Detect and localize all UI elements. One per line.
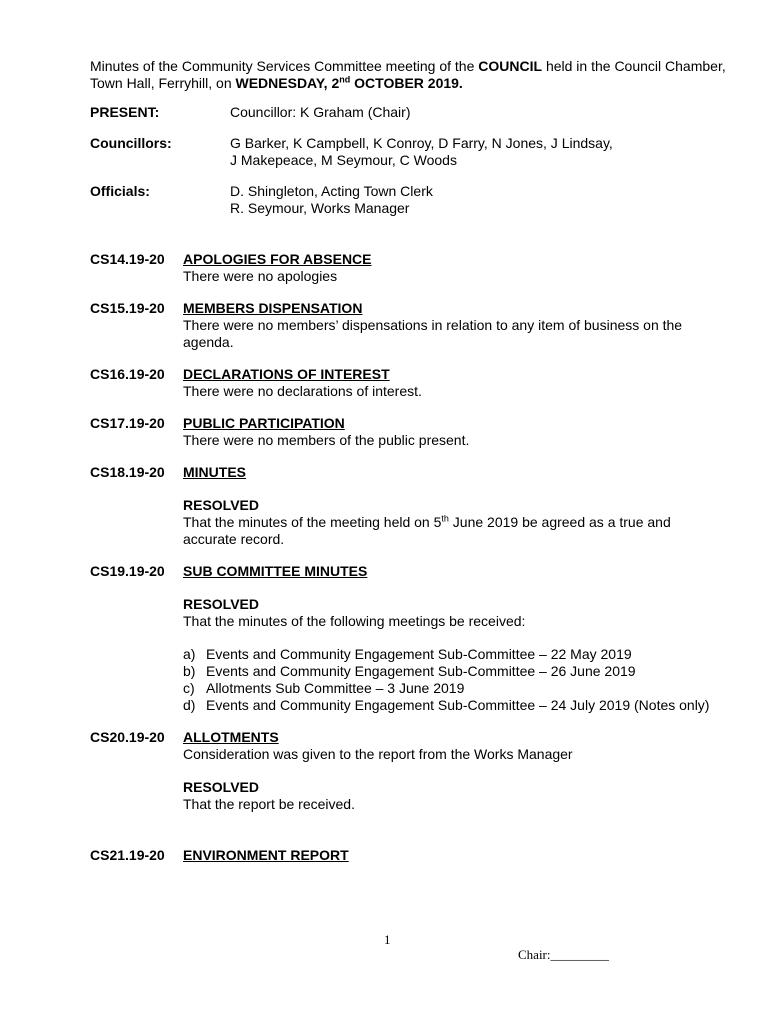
councillors-row	[90, 135, 740, 169]
item-code: CS16.19-20	[90, 366, 165, 382]
item-code: CS21.19-20	[90, 847, 165, 863]
item-code: CS15.19-20	[90, 300, 165, 316]
item-body	[183, 464, 740, 548]
date-suffix: nd	[339, 74, 351, 85]
officials-line: D. Shingleton, Acting Town Clerk	[230, 183, 433, 199]
present-line: Councillor: K Graham (Chair)	[230, 104, 411, 120]
minutes-page	[90, 58, 740, 879]
item-text: That the minutes of the following meetings be received:	[183, 613, 526, 629]
item-body	[183, 300, 740, 351]
councillors-line: J Makepeace, M Seymour, C Woods	[230, 152, 457, 168]
list-marker: c)	[183, 680, 195, 696]
officials-value	[230, 183, 740, 217]
councillors-line: G Barker, K Campbell, K Conroy, D Farry, N Jones, J Lindsay,	[230, 135, 613, 151]
item-text: There were no declarations of interest.	[183, 383, 422, 399]
present-row	[90, 104, 740, 121]
list-marker: b)	[183, 663, 196, 679]
meeting-date	[236, 75, 463, 91]
agenda-item-cs16	[90, 366, 740, 400]
agenda-item-cs18	[90, 464, 740, 548]
agenda-item-cs14	[90, 251, 740, 285]
item-heading: SUB COMMITTEE MINUTES	[183, 563, 368, 579]
officials-label: Officials:	[90, 183, 150, 199]
item-body	[183, 415, 740, 449]
councillors-label: Councillors:	[90, 135, 172, 151]
agenda-item-cs17	[90, 415, 740, 449]
item-body	[183, 729, 740, 813]
item-code: CS19.19-20	[90, 563, 165, 579]
officials-line: R. Seymour, Works Manager	[230, 200, 410, 216]
intro-text-2: held in the Council Chamber, Town Hall, Ferryhill, on	[90, 58, 726, 91]
item-code: CS18.19-20	[90, 464, 165, 480]
agenda-item-cs20	[90, 729, 740, 813]
item-text-part: June 2019 be agreed as a true and accurate record.	[183, 514, 671, 547]
item-text-part: That the minutes of the meeting held on 5	[183, 514, 442, 530]
list-text: Events and Community Engagement Sub-Committee – 24 July 2019 (Notes only)	[206, 697, 710, 713]
date-suffix: th	[441, 513, 449, 524]
meetings-list	[183, 646, 740, 714]
agenda-item-cs19	[90, 563, 740, 714]
item-heading: PUBLIC PARTICIPATION	[183, 415, 345, 431]
list-item	[183, 663, 740, 680]
item-text: There were no apologies	[183, 268, 338, 284]
list-text: Allotments Sub Committee – 3 June 2019	[206, 680, 465, 696]
councillors-value	[230, 135, 740, 169]
list-item	[183, 646, 740, 663]
item-body	[183, 251, 740, 285]
date-day: WEDNESDAY, 2	[235, 75, 340, 91]
agenda-item-cs15	[90, 300, 740, 351]
list-text: Events and Community Engagement Sub-Committee – 22 May 2019	[206, 646, 632, 662]
item-heading: DECLARATIONS OF INTEREST	[183, 366, 390, 382]
item-body	[183, 366, 740, 400]
list-text: Events and Community Engagement Sub-Committee – 26 June 2019	[206, 663, 636, 679]
date-rest: OCTOBER 2019.	[350, 75, 463, 91]
item-body	[183, 847, 740, 864]
list-marker: a)	[183, 646, 196, 662]
present-value	[230, 104, 740, 121]
list-marker: d)	[183, 697, 196, 713]
item-heading: ENVIRONMENT REPORT	[183, 847, 349, 863]
item-text	[183, 514, 700, 548]
resolved-label: RESOLVED	[183, 497, 259, 513]
item-code: CS17.19-20	[90, 415, 165, 431]
page-number: 1	[384, 932, 391, 947]
item-text: Consideration was given to the report from the Works Manager	[183, 746, 573, 762]
officials-row	[90, 183, 740, 217]
list-item	[183, 697, 740, 714]
item-code: CS14.19-20	[90, 251, 165, 267]
agenda-item-cs21	[90, 847, 740, 864]
item-heading: APOLOGIES FOR ABSENCE	[183, 251, 372, 267]
item-text: There were no members’ dispensations in relation to any item of business on the agenda.	[183, 317, 683, 350]
item-heading: MINUTES	[183, 464, 246, 480]
chair-signature-line: Chair:_________	[518, 947, 609, 962]
item-heading: MEMBERS DISPENSATION	[183, 300, 363, 316]
list-item	[183, 680, 740, 697]
intro-paragraph	[90, 58, 740, 92]
resolved-label: RESOLVED	[183, 596, 259, 612]
item-body	[183, 563, 740, 714]
present-label: PRESENT:	[90, 104, 160, 120]
item-text: That the report be received.	[183, 796, 355, 812]
item-text: There were no members of the public present.	[183, 432, 470, 448]
intro-text-1: Minutes of the Community Services Committee meeting of the	[90, 58, 479, 74]
intro-council: COUNCIL	[478, 58, 543, 74]
item-heading: ALLOTMENTS	[183, 729, 279, 745]
resolved-label: RESOLVED	[183, 779, 259, 795]
item-code: CS20.19-20	[90, 729, 165, 745]
